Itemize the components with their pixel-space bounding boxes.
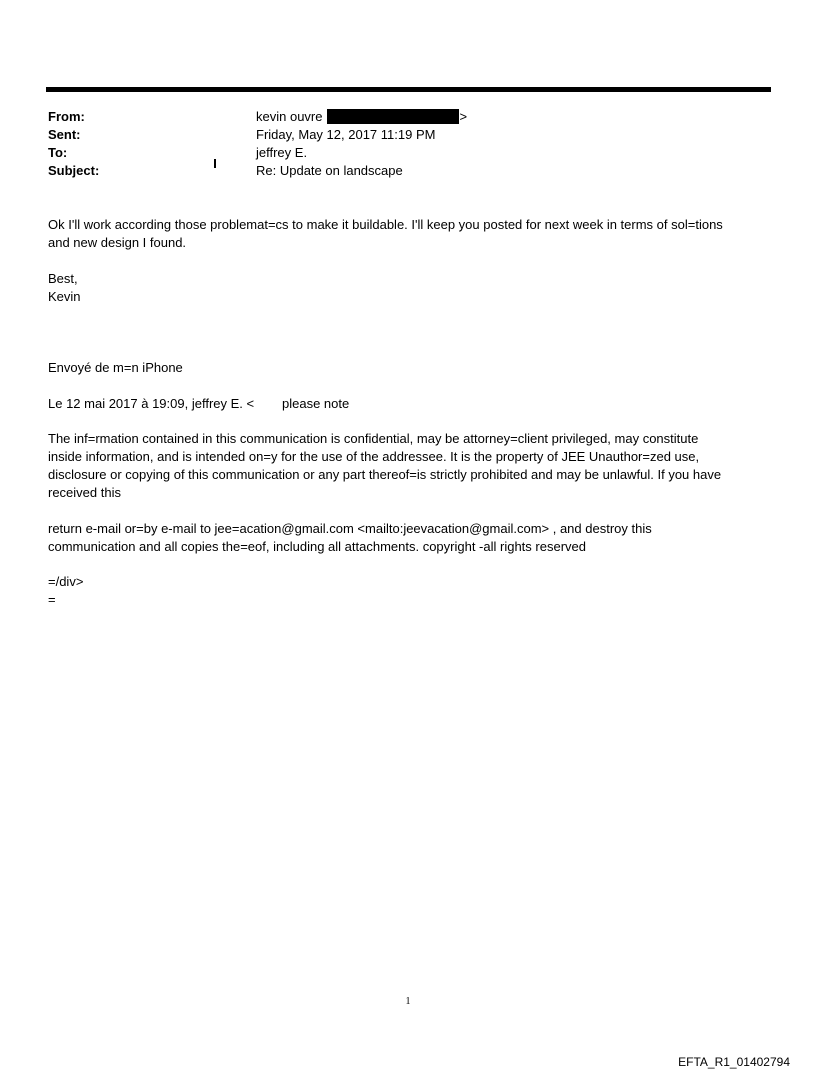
- disclaimer-line: The inf=rmation contained in this communication is confidential, may be attorney=client privileged, may constitute: [48, 431, 699, 446]
- body-line: Ok I'll work according those problemat=cs to make it buildable. I'll keep you posted for next week in terms of sol=tions: [48, 217, 723, 232]
- scan-mark: [214, 159, 216, 168]
- subject-label: Subject:: [48, 163, 100, 178]
- disclaimer-line: inside information, and is intended on=y for the use of the addressee. It is the property of JEE Unauthor=zed use,: [48, 449, 700, 464]
- signoff: Best,: [48, 271, 78, 286]
- to-label: To:: [48, 145, 68, 160]
- sent-from-line: Envoyé de m=n iPhone: [48, 360, 183, 375]
- to-value: jeffrey E.: [256, 145, 308, 160]
- quote-intro: Le 12 mai 2017 à 19:09, jeffrey E. <: [48, 396, 255, 411]
- sent-label: Sent:: [48, 127, 81, 142]
- header-rule: [46, 87, 771, 92]
- sent-value: Friday, May 12, 2017 11:19 PM: [256, 127, 436, 142]
- bates-number: EFTA_R1_01402794: [678, 1055, 790, 1069]
- trailing-markup: =/div>: [48, 574, 84, 589]
- from-suffix: >: [459, 109, 468, 124]
- return-line: return e-mail or=by e-mail to jee=acation@gmail.com <mailto:jeevacation@gmail.com> , and destroy this: [48, 521, 652, 536]
- page-number: 1: [405, 996, 411, 1007]
- subject-value: Re: Update on landscape: [256, 163, 403, 178]
- from-label: From:: [48, 109, 85, 124]
- from-value: [256, 108, 467, 125]
- disclaimer-line: received this: [48, 485, 121, 500]
- redaction-box: [327, 109, 459, 124]
- trailing-markup: =: [48, 592, 56, 607]
- signature: Kevin: [48, 289, 81, 304]
- disclaimer-line: disclosure or copying of this communication or any part thereof=is strictly prohibited and may be unlawful. If you have: [48, 467, 722, 482]
- body-line: and new design I found.: [48, 235, 187, 250]
- from-name: kevin ouvre: [256, 109, 323, 124]
- return-line: communication and all copies the=eof, including all attachments. copyright -all rights reserved: [48, 539, 586, 554]
- quote-note: please note: [282, 396, 350, 411]
